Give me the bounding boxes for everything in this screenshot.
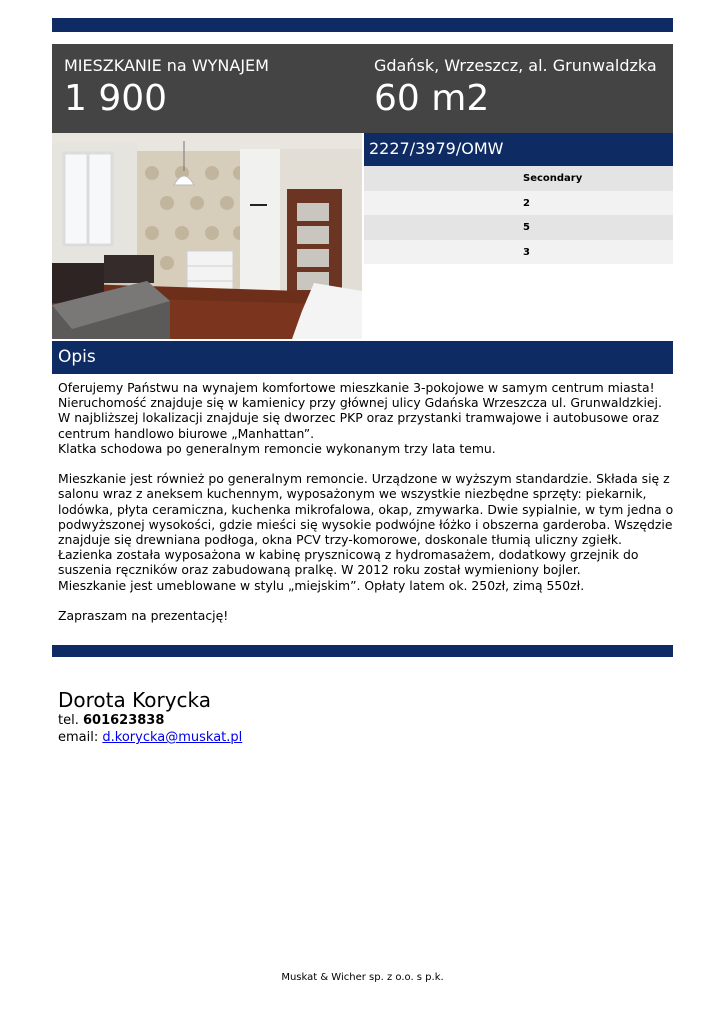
description-line: Mieszkanie jest również po generalnym remoncie. Urządzone w wyższym standardzie. Składa się z — [58, 471, 670, 487]
details-row — [364, 215, 673, 240]
description-heading: Opis — [58, 347, 96, 367]
description-line: Oferujemy Państwu na wynajem komfortowe mieszkanie 3-pokojowe w samym centrum miasta! — [58, 380, 655, 395]
email-line — [58, 729, 242, 746]
description-line: lodówka, płyta ceramiczna, kuchenka mikrofalowa, okap, zmywarka. Dwie sypialnie, w tym jedna o — [58, 501, 674, 517]
details-value: 5 — [523, 222, 530, 233]
description-text — [58, 380, 674, 624]
email-label: email: — [58, 730, 99, 745]
description-line: salonu wraz z aneksem kuchennym, wyposażonym we wszystkie niezbędne sprzęty: piekarnik, — [58, 486, 647, 502]
email-link[interactable]: d.korycka@muskat.pl — [102, 730, 243, 745]
price: 1 900 — [64, 78, 168, 119]
listing-header — [52, 44, 673, 133]
description-line: podwyższonej wysokości, gdzie mieści się wysokie podwójne łóżko i obszerna garderoba. Wszędzie — [58, 516, 673, 532]
phone-label: tel. — [58, 713, 79, 728]
phone-number: 601623838 — [82, 713, 165, 728]
description-line: Klatka schodowa po generalnym remoncie wykonanym trzy lata temu. — [58, 440, 496, 456]
area: 60 m2 — [374, 78, 490, 119]
description-line: suszenia ręczników oraz zabudowaną pralkę. W 2012 roku został wymieniony bojler. — [58, 562, 581, 578]
offer-type: MIESZKANIE na WYNAJEM — [64, 56, 269, 75]
description-line: Zapraszam na prezentację! — [58, 608, 229, 624]
agent-name: Dorota Korycka — [58, 688, 212, 712]
details-value: Secondary — [523, 173, 583, 184]
footer-company: Muskat & Wicher sp. z o.o. s p.k. — [281, 972, 444, 983]
bottom-accent-bar — [52, 645, 673, 657]
apartment-photo — [52, 133, 362, 339]
description-line: W najbliższej lokalizacji znajduje się dworzec PKP oraz przystanki tramwajowe i autobusowe oraz — [58, 410, 659, 426]
details-value: 3 — [523, 246, 530, 258]
details-table — [364, 166, 673, 264]
description-line: Nieruchomość znajduje się w kamienicy przy głównej ulicy Gdańska Wrzeszcza ul. Grunwaldzkiej. — [58, 395, 662, 411]
details-row — [364, 191, 673, 216]
top-accent-bar — [52, 18, 673, 32]
details-row — [364, 166, 673, 191]
location: Gdańsk, Wrzeszcz, al. Grunwaldzka — [374, 56, 657, 75]
details-value: 2 — [523, 197, 530, 209]
details-row — [364, 240, 673, 265]
description-line: znajduje się drewniana podłoga, okna PCV trzy-komorowe, doskonale tłumią uliczny zgiełk. — [58, 532, 622, 548]
reference-number: 2227/3979/OMW — [369, 139, 504, 158]
description-line: centrum handlowo biurowe „Manhattan”. — [58, 425, 315, 441]
description-line: Mieszkanie jest umeblowane w stylu „miejskim”. Opłaty latem ok. 250zł, zimą 550zł. — [58, 577, 585, 593]
paragraph-gap — [58, 593, 668, 608]
agent-contact — [58, 688, 242, 746]
description-heading-bar — [52, 341, 673, 374]
phone-line — [58, 712, 242, 729]
reference-bar — [364, 133, 673, 166]
description-line: Łazienka została wyposażona w kabinę prysznicową z hydromasażem, dodatkowy grzejnik do — [58, 547, 639, 563]
paragraph-gap — [58, 456, 668, 471]
